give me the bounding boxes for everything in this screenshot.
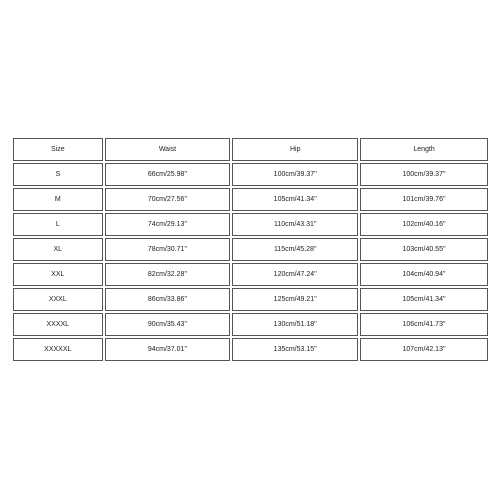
length-cell: 102cm/40.16'' xyxy=(360,213,488,236)
size-cell: XXXXL xyxy=(13,313,103,336)
table-row xyxy=(13,338,488,361)
table-header-row xyxy=(13,138,488,161)
table-row xyxy=(13,238,488,261)
length-cell: 100cm/39.37'' xyxy=(360,163,488,186)
length-cell: 101cm/39.76'' xyxy=(360,188,488,211)
table-row xyxy=(13,163,488,186)
table-row xyxy=(13,288,488,311)
table-row xyxy=(13,263,488,286)
header-size: Size xyxy=(13,138,103,161)
waist-cell: 78cm/30.71'' xyxy=(105,238,231,261)
size-cell: S xyxy=(13,163,103,186)
length-cell: 107cm/42.13'' xyxy=(360,338,488,361)
size-cell: XXL xyxy=(13,263,103,286)
waist-cell: 66cm/25.98'' xyxy=(105,163,231,186)
waist-cell: 86cm/33.86'' xyxy=(105,288,231,311)
size-cell: L xyxy=(13,213,103,236)
hip-cell: 115cm/45.28'' xyxy=(232,238,358,261)
size-cell: XXXXXL xyxy=(13,338,103,361)
length-cell: 103cm/40.55'' xyxy=(360,238,488,261)
waist-cell: 82cm/32.28'' xyxy=(105,263,231,286)
hip-cell: 105cm/41.34'' xyxy=(232,188,358,211)
table-row xyxy=(13,213,488,236)
waist-cell: 74cm/29.13'' xyxy=(105,213,231,236)
hip-cell: 130cm/51.18'' xyxy=(232,313,358,336)
waist-cell: 90cm/35.43'' xyxy=(105,313,231,336)
length-cell: 105cm/41.34'' xyxy=(360,288,488,311)
size-cell: M xyxy=(13,188,103,211)
hip-cell: 135cm/53.15'' xyxy=(232,338,358,361)
table-row xyxy=(13,313,488,336)
waist-cell: 70cm/27.56'' xyxy=(105,188,231,211)
table-row xyxy=(13,188,488,211)
size-cell: XXXL xyxy=(13,288,103,311)
header-length: Length xyxy=(360,138,488,161)
header-hip: Hip xyxy=(232,138,358,161)
waist-cell: 94cm/37.01'' xyxy=(105,338,231,361)
length-cell: 106cm/41.73'' xyxy=(360,313,488,336)
hip-cell: 125cm/49.21'' xyxy=(232,288,358,311)
hip-cell: 120cm/47.24'' xyxy=(232,263,358,286)
size-cell: XL xyxy=(13,238,103,261)
size-chart-table xyxy=(11,136,490,363)
hip-cell: 110cm/43.31'' xyxy=(232,213,358,236)
header-waist: Waist xyxy=(105,138,231,161)
hip-cell: 100cm/39.37'' xyxy=(232,163,358,186)
length-cell: 104cm/40.94'' xyxy=(360,263,488,286)
